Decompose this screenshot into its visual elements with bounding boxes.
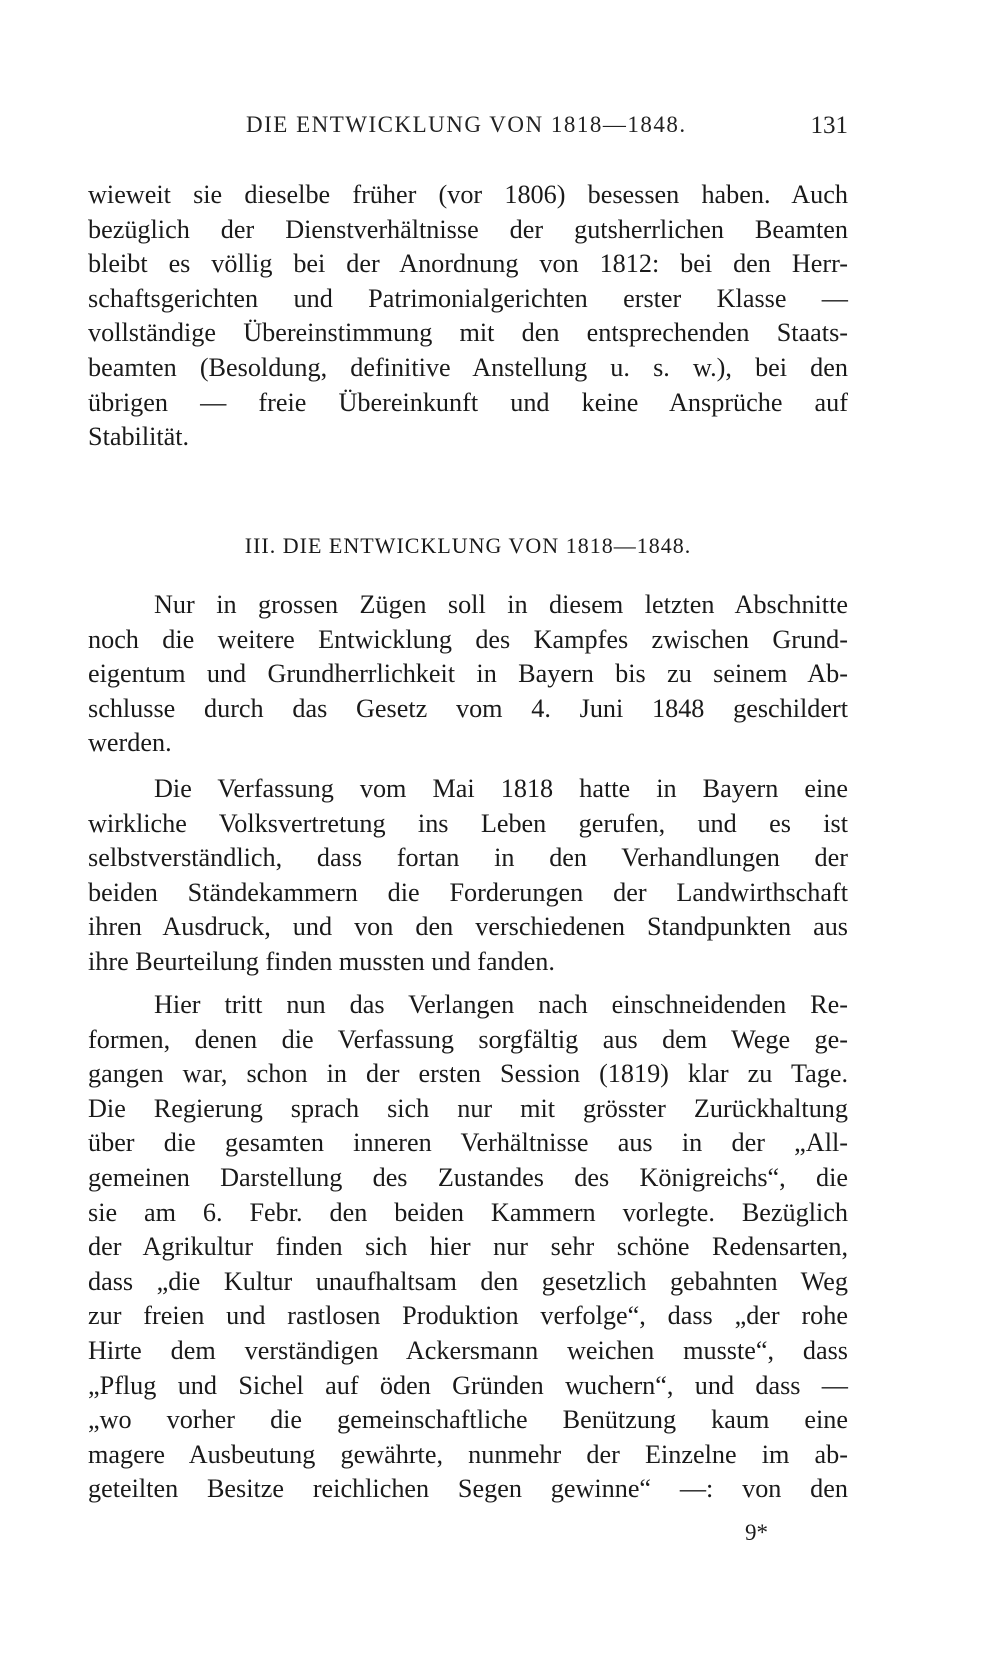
page-number: 131 [810, 112, 848, 139]
text-line: bezüglich der Dienstverhältnisse der gutsherrlichen Beamten [88, 214, 848, 244]
text-line: übrigen — freie Übereinkunft und keine Ansprüche auf [88, 387, 848, 417]
text-line: formen, denen die Verfassung sorgfältig aus dem Wege ge- [88, 1024, 848, 1054]
text-line: geteilten Besitze reichlichen Segen gewinne“ —: von den [88, 1474, 848, 1504]
signature-mark: 9* [745, 1520, 768, 1545]
text-line: der Agrikultur finden sich hier nur sehr schöne Redensarten, [88, 1232, 848, 1262]
text-line: Stabilität. [88, 422, 190, 452]
text-line: schlusse durch das Gesetz vom 4. Juni 1848 geschildert [88, 693, 848, 723]
text-line: selbstverständlich, dass fortan in den Verhandlungen der [88, 843, 848, 873]
text-line: Nur in grossen Zügen soll in diesem letzten Abschnitte [154, 590, 848, 619]
paragraph-continuation [88, 178, 848, 455]
text-line: schaftsgerichten und Patrimonialgerichten erster Klasse — [88, 283, 848, 313]
text-line: Hirte dem verständigen Ackersmann weichen musste“, dass [88, 1335, 848, 1365]
text-line: Die Regierung sprach sich nur mit grösster Zurückhaltung [88, 1093, 848, 1123]
text-line: werden. [88, 728, 172, 758]
text-line: sie am 6. Febr. den beiden Kammern vorlegte. Bezüglich [88, 1197, 848, 1227]
text-line: zur freien und rastlosen Produktion verfolge“, dass „der rohe [88, 1301, 848, 1331]
paragraph-intro [88, 588, 848, 761]
text-line: „Pflug und Sichel auf öden Gründen wuchern“, und dass — [88, 1370, 848, 1400]
text-line: eigentum und Grundherrlichkeit in Bayern bis zu seinem Ab- [88, 659, 848, 689]
text-line: ihren Ausdruck, und von den verschiedenen Standpunkten aus [88, 912, 848, 942]
paragraph-verfassung [88, 772, 848, 980]
section-heading: III. DIE ENTWICKLUNG VON 1818—1848. [244, 533, 692, 558]
paragraph [88, 588, 848, 761]
running-title: DIE ENTWICKLUNG VON 1818—1848. [246, 112, 687, 137]
text-line: dass „die Kultur unaufhaltsam den gesetzlich gebahnten Weg [88, 1266, 848, 1296]
text-line: wirkliche Volksvertretung ins Leben gerufen, und es ist [88, 808, 848, 838]
text-line: gangen war, schon in der ersten Session (1819) klar zu Tage. [88, 1059, 848, 1089]
paragraph [88, 772, 848, 980]
text-line: ihre Beurteilung finden mussten und fanden. [88, 946, 555, 976]
text-line: gemeinen Darstellung des Zustandes des Königreichs“, die [88, 1162, 848, 1192]
text-line: Hier tritt nun das Verlangen nach einschneidenden Re- [154, 990, 848, 1019]
paragraph [88, 988, 848, 1507]
text-line: noch die weitere Entwicklung des Kampfes zwischen Grund- [88, 624, 848, 654]
text-line: magere Ausbeutung gewährte, nunmehr der Einzelne im ab- [88, 1439, 848, 1469]
text-line: bleibt es völlig bei der Anordnung von 1812: bei den Herr- [88, 249, 848, 279]
text-line: „wo vorher die gemeinschaftliche Benützung kaum eine [88, 1405, 848, 1435]
running-head [88, 112, 848, 152]
paragraph-reformen [88, 988, 848, 1507]
text-line: Die Verfassung vom Mai 1818 hatte in Bayern eine [154, 774, 848, 803]
text-line: vollständige Übereinstimmung mit den entsprechenden Staats- [88, 318, 848, 348]
text-line: über die gesamten inneren Verhältnisse aus in der „All- [88, 1128, 848, 1158]
text-line: wieweit sie dieselbe früher (vor 1806) besessen haben. Auch [88, 180, 848, 209]
paragraph [88, 178, 848, 455]
text-line: beiden Ständekammern die Forderungen der Landwirthschaft [88, 877, 848, 907]
text-line: beamten (Besoldung, definitive Anstellung u. s. w.), bei den [88, 352, 848, 382]
